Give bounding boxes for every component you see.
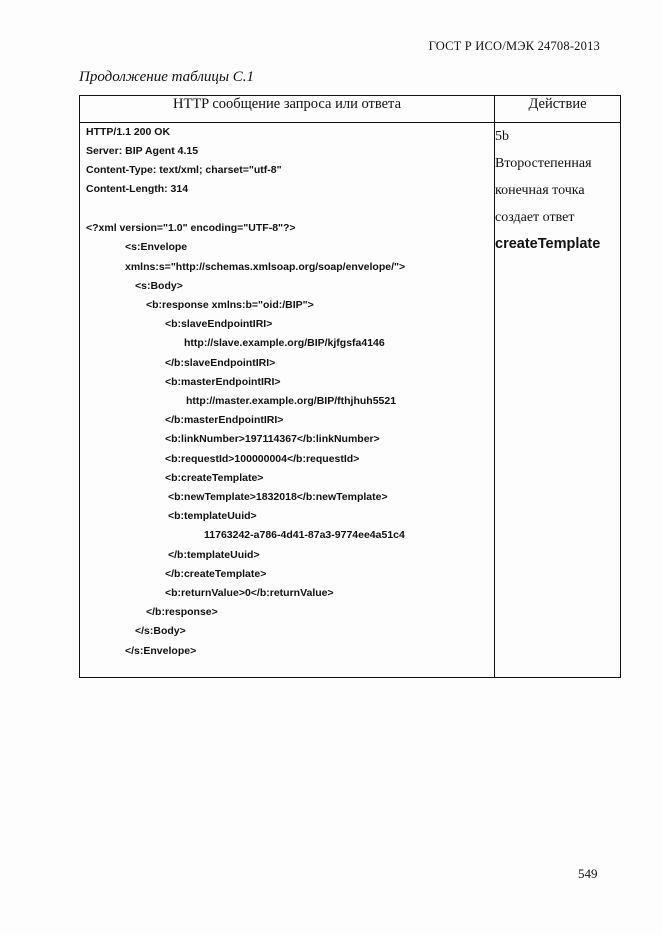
code-line: <b:response xmlns:b="oid:/BIP">: [146, 299, 314, 311]
action-step: 5b: [495, 129, 509, 144]
code-line: </s:Body>: [135, 625, 186, 637]
action-text-line: конечная точка: [495, 183, 585, 198]
code-line: <s:Body>: [135, 280, 183, 292]
message-table: [79, 95, 621, 678]
action-method: createTemplate: [495, 236, 601, 252]
code-line: <b:templateUuid>: [168, 510, 257, 522]
code-line: xmlns:s="http://schemas.xmlsoap.org/soap/envelope/">: [125, 261, 406, 273]
table-caption: Продолжение таблицы С.1: [79, 69, 255, 85]
code-line: </s:Envelope>: [125, 645, 197, 657]
document-id: ГОСТ Р ИСО/МЭК 24708-2013: [428, 39, 600, 53]
action-cell: [495, 123, 621, 678]
code-line: </b:response>: [146, 606, 218, 618]
code-line: http://master.example.org/BIP/fthjhuh5521: [186, 395, 397, 407]
code-line: <b:requestId>100000004</b:requestId>: [165, 453, 360, 465]
code-line: Content-Type: text/xml; charset="utf-8": [86, 164, 282, 176]
code-line: </b:slaveEndpointIRI>: [165, 357, 276, 369]
code-line: <?xml version="1.0" encoding="UTF-8"?>: [86, 222, 296, 234]
code-line: <b:newTemplate>1832018</b:newTemplate>: [168, 491, 388, 503]
code-line: <b:linkNumber>197114367</b:linkNumber>: [165, 433, 380, 445]
code-line: HTTP/1.1 200 OK: [86, 126, 171, 138]
code-line: </b:createTemplate>: [165, 568, 267, 580]
code-line: <b:createTemplate>: [165, 472, 264, 484]
page-number: 549: [578, 866, 598, 881]
code-line: 11763242-a786-4d41-87a3-9774ee4a51c4: [204, 529, 405, 541]
http-message-cell: [80, 123, 495, 678]
code-line: </b:masterEndpointIRI>: [165, 414, 284, 426]
code-line: <s:Envelope: [125, 241, 188, 253]
code-line: </b:templateUuid>: [168, 549, 260, 561]
column-header-message: HTTP сообщение запроса или ответа: [80, 96, 495, 123]
action-text-line: создает ответ: [495, 210, 575, 225]
column-header-action: Действие: [495, 96, 621, 123]
code-line: Content-Length: 314: [86, 183, 189, 195]
code-line: Server: BIP Agent 4.15: [86, 145, 199, 157]
code-line: <b:returnValue>0</b:returnValue>: [165, 587, 334, 599]
code-line: <b:masterEndpointIRI>: [165, 376, 281, 388]
code-line: http://slave.example.org/BIP/kjfgsfa4146: [184, 337, 385, 349]
code-line: <b:slaveEndpointIRI>: [165, 318, 273, 330]
action-text-line: Второстепенная: [495, 156, 592, 171]
